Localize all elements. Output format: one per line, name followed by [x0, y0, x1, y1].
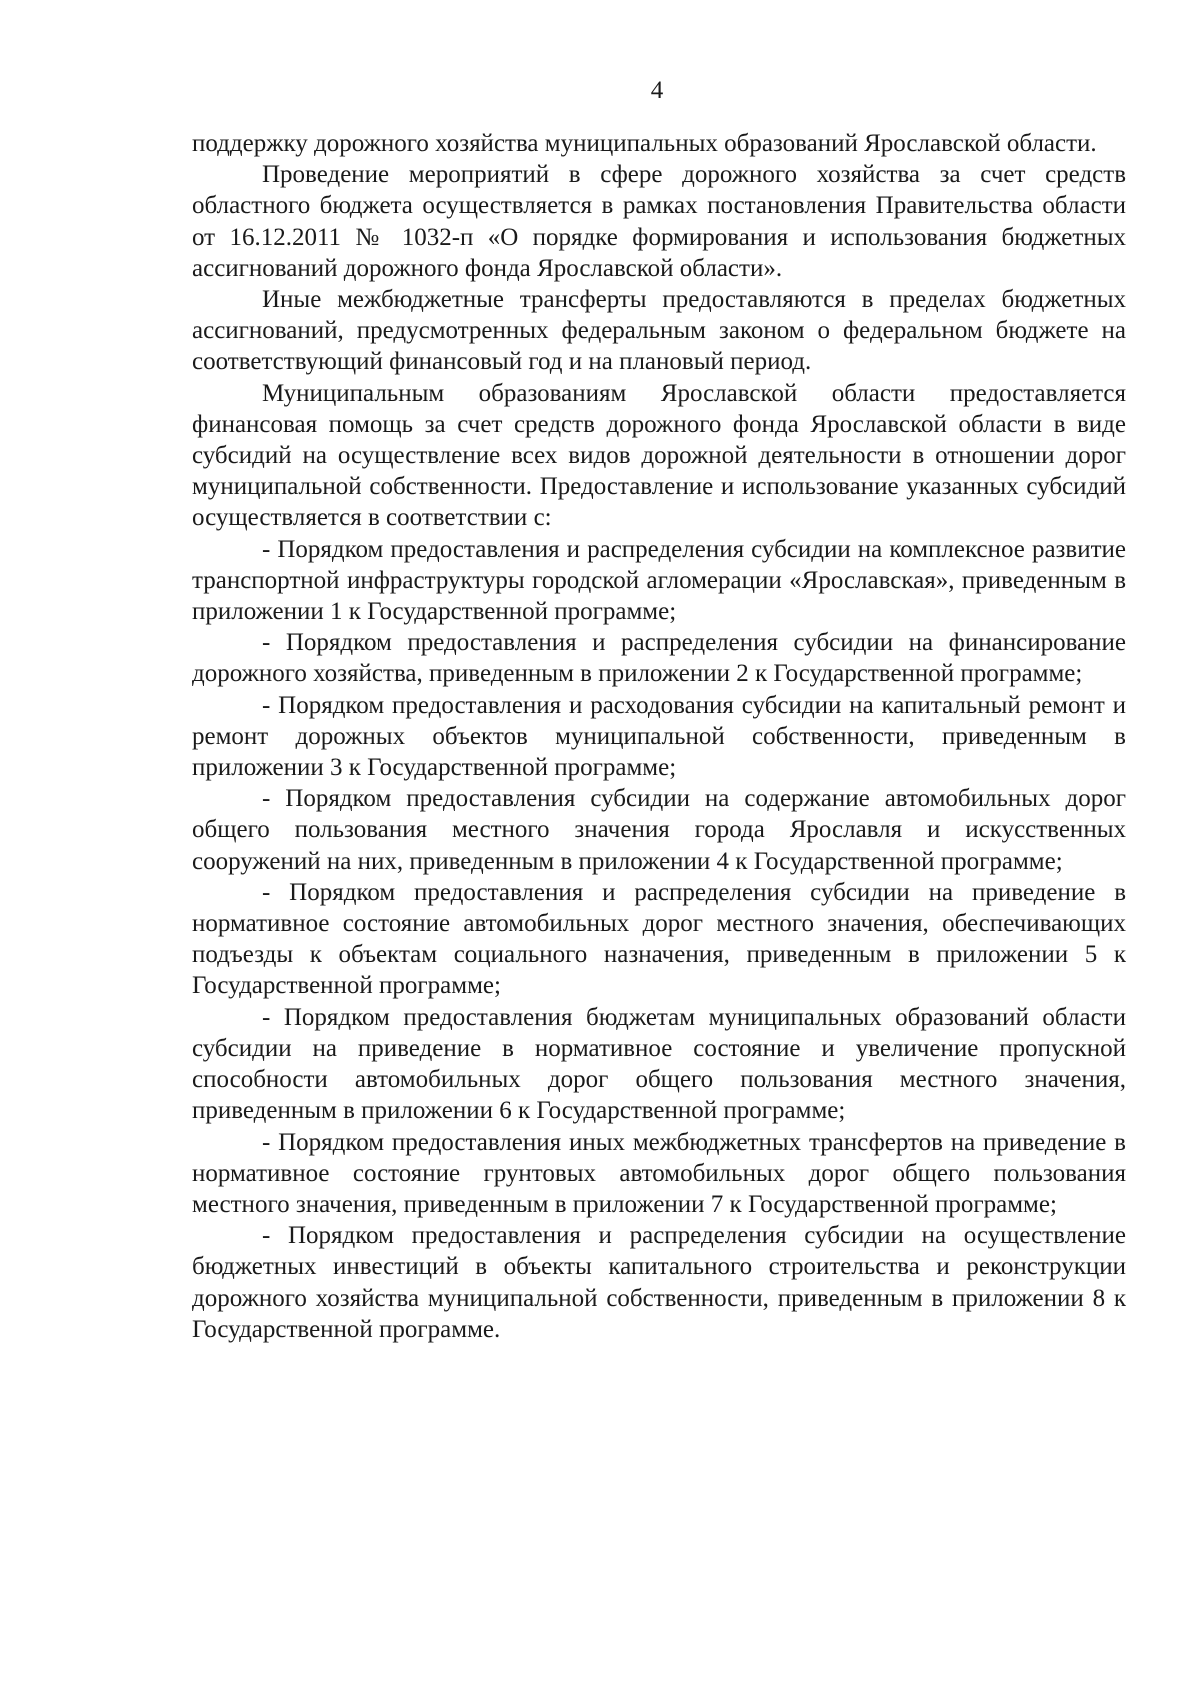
list-item-appendix-3: - Порядком предоставления и расходования субсидии на капитальный ремонт и ремонт дорожных объектов муниципальной собственности, приведенным в приложении 3 к Государственной программе; [192, 691, 1126, 782]
list-item-appendix-5: - Порядком предоставления и распределения субсидии на приведение в нормативное состояние автомобильных дорог местного значения, обеспечивающих подъезды к объектам социального назначения, приведенным в приложении 5 к Государственной программе; [192, 878, 1126, 1000]
paragraph-continuation: поддержку дорожного хозяйства муниципальных образований Ярославской области. [192, 130, 1097, 157]
list-item-appendix-2: - Порядком предоставления и распределения субсидии на финансирование дорожного хозяйства, приведенным в приложении 2 к Государственной программе; [192, 629, 1126, 688]
paragraph-financial-aid: Муниципальным образованиям Ярославской области предоставляется финансовая помощь за счет средств дорожного фонда Ярославской области в виде субсидий на осуществление всех видов дорожной деятельности в отношении дорог муниципальной собственности. Предоставление и использование указанных субсидий осуществляется в соответствии с: [192, 379, 1126, 532]
list-item-appendix-1: - Порядком предоставления и распределения субсидии на комплексное развитие транспортной инфраструктуры городской агломерации «Ярославская», приведенным в приложении 1 к Государственной программе; [192, 535, 1126, 626]
list-item-appendix-6: - Порядком предоставления бюджетам муниципальных образований области субсидии на приведение в нормативное состояние и увеличение пропускной способности автомобильных дорог общего пользования местного значения, приведенным в приложении 6 к Государственной программе; [192, 1003, 1126, 1125]
paragraph-road-activities: Проведение мероприятий в сфере дорожного хозяйства за счет средств областного бюджета осуществляется в рамках постановления Правительства области от 16.12.2011 № 1032-п «О порядке формирования и использования бюджетных ассигнований дорожного фонда Ярославской области». [192, 161, 1126, 282]
list-item-appendix-4: - Порядком предоставления субсидии на содержание автомобильных дорог общего пользования местного значения города Ярославля и искусственных сооружений на них, приведенным в приложении 4 к Государственной программе; [192, 785, 1126, 875]
paragraph-interbudget-transfers: Иные межбюджетные трансферты предоставляются в пределах бюджетных ассигнований, предусмотренных федеральным законом о федеральном бюджете на соответствующий финансовый год и на плановый период. [192, 286, 1126, 376]
list-item-appendix-8: - Порядком предоставления и распределения субсидии на осуществление бюджетных инвестиций в объекты капитального строительства и реконструкции дорожного хозяйства муниципальной собственности, приведенным в приложении 8 к Государственной программе. [192, 1222, 1126, 1343]
list-item-appendix-7: - Порядком предоставления иных межбюджетных трансфертов на приведение в нормативное состояние грунтовых автомобильных дорог общего пользования местного значения, приведенным в приложении 7 к Государственной программе; [192, 1128, 1126, 1218]
page-number: 4 [650, 77, 664, 104]
document-body [192, 128, 1126, 1345]
